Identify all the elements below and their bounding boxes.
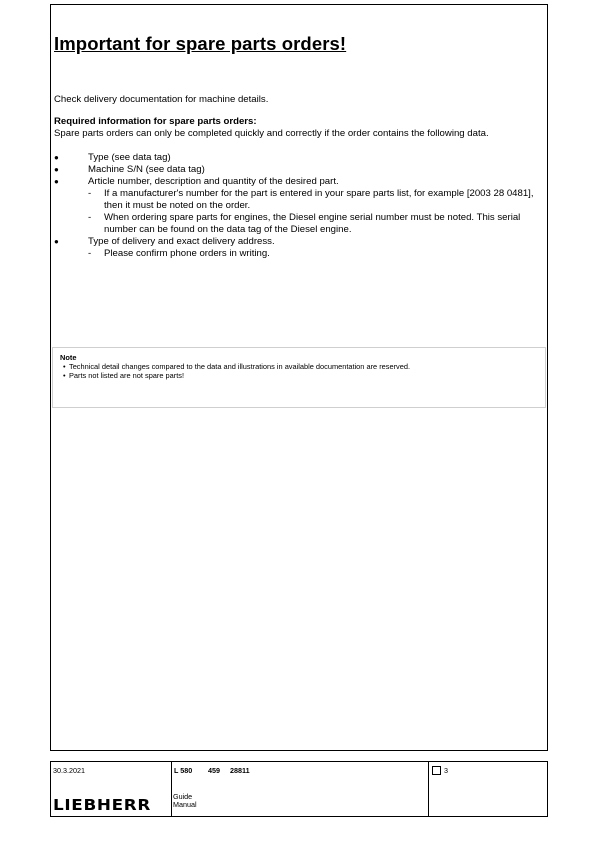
note-item-text: Parts not listed are not spare parts! (69, 371, 185, 380)
note-box (52, 347, 546, 408)
brand-logo: LIEBHERR (53, 796, 152, 814)
required-info-intro: Spare parts orders can only be completed quickly and correctly if the order contains the following data. (54, 128, 489, 139)
bullet-icon: • (63, 362, 66, 371)
required-info-heading: Required information for spare parts orders: (54, 116, 257, 127)
sub-list (88, 188, 539, 236)
footer-page (432, 766, 448, 775)
sub-list-item-text: When ordering spare parts for engines, the Diesel engine serial number must be noted. This serial number can be found on the data tag of the Diesel engine. (104, 212, 521, 235)
note-item-text: Technical detail changes compared to the data and illustrations in available documentation are reserved. (69, 362, 410, 371)
required-info-list (54, 152, 539, 260)
footer-model: L 580 (174, 766, 193, 775)
note-item (63, 362, 540, 371)
page-title: Important for spare parts orders! (54, 33, 347, 54)
check-delivery-line: Check delivery documentation for machine details. (54, 94, 269, 105)
sub-list-item-text: If a manufacturer's number for the part is entered in your spare parts list, for example [2003 28 0481], then it must be noted on the order. (104, 188, 534, 211)
bullet-icon: ● (54, 165, 59, 174)
note-label: Note (60, 353, 77, 362)
document-body (54, 94, 539, 260)
sub-list-item (88, 212, 539, 236)
list-item (54, 164, 539, 176)
list-item-text: Type of delivery and exact delivery address. (88, 236, 275, 247)
dash-icon: - (88, 212, 92, 223)
footer-date-cell (51, 762, 172, 816)
sub-list-item (88, 188, 539, 212)
footer-manual: Manual (173, 800, 197, 809)
footer-doc-number-part2: 28811 (230, 766, 250, 775)
sub-list-item (88, 248, 539, 260)
footer-guide: Guide (173, 792, 193, 801)
bullet-icon: ● (54, 237, 59, 246)
footer-date: 30.3.2021 (53, 766, 85, 775)
list-item (54, 176, 539, 236)
sub-list-item-text: Please confirm phone orders in writing. (104, 248, 270, 259)
list-item-text: Article number, description and quantity of the desired part. (88, 176, 339, 187)
footer-doc-cell (171, 762, 429, 816)
page-footer (50, 761, 548, 817)
list-item-text: Machine S/N (see data tag) (88, 164, 205, 175)
footer-doc-number-part1: 459 (208, 766, 220, 775)
list-item (54, 236, 539, 260)
note-list (60, 362, 540, 380)
bullet-icon: ● (54, 177, 59, 186)
footer-page-cell (428, 762, 547, 816)
footer-doc-type (173, 793, 197, 809)
footer-page-number: 3 (444, 766, 448, 775)
note-item (63, 371, 540, 380)
list-item-text: Type (see data tag) (88, 152, 171, 163)
sub-list (88, 248, 539, 260)
list-item (54, 152, 539, 164)
bullet-icon: • (63, 371, 66, 380)
bullet-icon: ● (54, 153, 59, 162)
page-box-icon (432, 766, 441, 775)
dash-icon: - (88, 248, 92, 259)
dash-icon: - (88, 188, 92, 199)
